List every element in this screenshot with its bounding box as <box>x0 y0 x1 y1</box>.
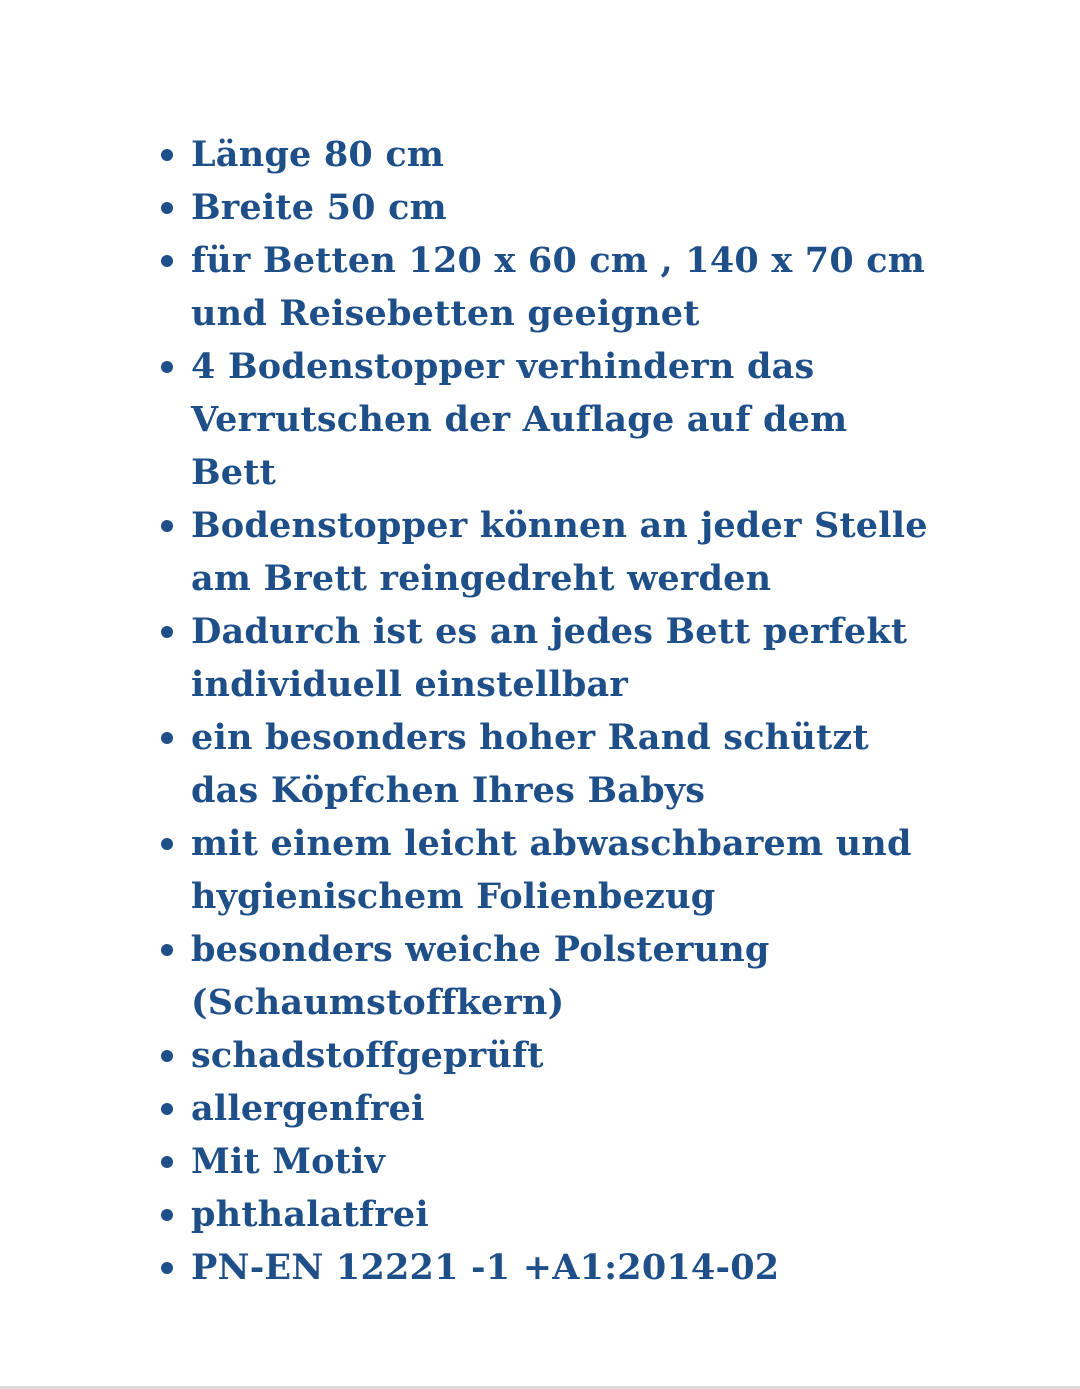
feature-text-line: phthalatfrei <box>191 1194 429 1235</box>
feature-item <box>160 1029 960 1082</box>
feature-text-line: besonders weiche Polsterung <box>191 929 770 970</box>
feature-item <box>160 499 960 605</box>
feature-text-line: Bett <box>191 452 276 493</box>
feature-item <box>160 340 960 499</box>
feature-text-line: am Brett reingedreht werden <box>191 558 772 599</box>
feature-text-line: mit einem leicht abwaschbarem und <box>191 823 912 864</box>
bullet-dot-icon <box>161 361 173 373</box>
feature-item <box>160 1135 960 1188</box>
feature-text-line: schadstoffgeprüft <box>191 1035 544 1076</box>
feature-text-line: PN-EN 12221 -1 +A1:2014-02 <box>191 1247 780 1288</box>
bullet-dot-icon <box>161 1156 173 1168</box>
feature-item <box>160 234 960 340</box>
feature-item <box>160 1082 960 1135</box>
feature-text-line: Breite 50 cm <box>191 187 447 228</box>
bullet-dot-icon <box>161 1050 173 1062</box>
feature-text-line: Bodenstopper können an jeder Stelle <box>191 505 928 546</box>
feature-text-line: und Reisebetten geeignet <box>191 293 700 334</box>
feature-text-line: hygienischem Folienbezug <box>191 876 716 917</box>
feature-text-line: individuell einstellbar <box>191 664 629 705</box>
bullet-dot-icon <box>161 149 173 161</box>
feature-item <box>160 128 960 181</box>
feature-item <box>160 1241 960 1294</box>
feature-item <box>160 181 960 234</box>
feature-list <box>160 128 960 1294</box>
feature-item <box>160 711 960 817</box>
bullet-dot-icon <box>161 732 173 744</box>
feature-item <box>160 923 960 1029</box>
bullet-dot-icon <box>161 1209 173 1221</box>
bullet-dot-icon <box>161 944 173 956</box>
feature-text-line: das Köpfchen Ihres Babys <box>191 770 706 811</box>
bullet-dot-icon <box>161 202 173 214</box>
feature-text-line: Länge 80 cm <box>191 134 445 175</box>
bullet-dot-icon <box>161 838 173 850</box>
feature-item <box>160 605 960 711</box>
feature-text-line: Verrutschen der Auflage auf dem <box>191 399 848 440</box>
feature-text-line: 4 Bodenstopper verhindern das <box>191 346 815 387</box>
feature-text-line: allergenfrei <box>191 1088 425 1129</box>
feature-text-line: für Betten 120 x 60 cm , 140 x 70 cm <box>191 240 926 281</box>
bullet-dot-icon <box>161 1262 173 1274</box>
bullet-dot-icon <box>161 626 173 638</box>
feature-item <box>160 1188 960 1241</box>
feature-text-line: (Schaumstoffkern) <box>191 982 565 1023</box>
feature-text-line: ein besonders hoher Rand schützt <box>191 717 869 758</box>
feature-item <box>160 817 960 923</box>
feature-text-line: Dadurch ist es an jedes Bett perfekt <box>191 611 908 652</box>
bullet-dot-icon <box>161 1103 173 1115</box>
bullet-dot-icon <box>161 255 173 267</box>
bullet-dot-icon <box>161 520 173 532</box>
feature-text-line: Mit Motiv <box>191 1141 386 1182</box>
